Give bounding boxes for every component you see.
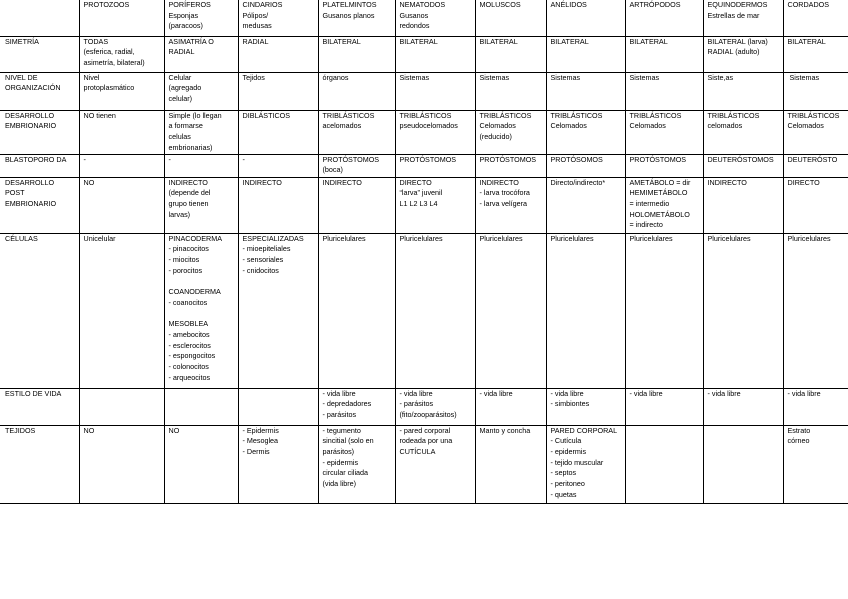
row-header-cell bbox=[0, 72, 79, 110]
cell-text-line: = intermedio bbox=[629, 198, 670, 208]
cell-text-line: circular ciliada bbox=[322, 468, 369, 478]
table-cell bbox=[625, 72, 703, 110]
cell-text-line: NEMATODOS bbox=[399, 0, 446, 9]
cell-text-line: ARTRÓPODOS bbox=[629, 0, 681, 9]
cell-text-line: NO bbox=[83, 425, 95, 435]
table-cell bbox=[238, 233, 318, 388]
table-cell bbox=[164, 72, 238, 110]
header-row bbox=[0, 0, 848, 36]
table-cell bbox=[79, 36, 164, 72]
cell-text-line: Pluricelulares bbox=[322, 233, 366, 243]
cell-text-line: - vida libre bbox=[479, 388, 513, 398]
table-cell bbox=[395, 36, 475, 72]
cell-text-line: (reducido) bbox=[479, 131, 512, 141]
table-cell bbox=[546, 425, 625, 503]
table-cell bbox=[475, 388, 546, 425]
row-blastoporo bbox=[0, 154, 848, 177]
cell-text-line: - vida libre bbox=[629, 388, 663, 398]
row-header-cell bbox=[0, 154, 79, 177]
cell-text-line: (boca) bbox=[322, 165, 343, 175]
row-header-cell bbox=[0, 36, 79, 72]
table-cell bbox=[79, 177, 164, 233]
table-cell bbox=[395, 233, 475, 388]
table-cell bbox=[703, 177, 783, 233]
cell-text-line: - Dermis bbox=[242, 446, 270, 456]
cell-text-line: (paracoos) bbox=[168, 21, 203, 31]
cell-text-line: INDIRECTO bbox=[322, 177, 362, 187]
table-cell bbox=[625, 388, 703, 425]
cell-text-line bbox=[708, 426, 779, 437]
cell-text-line: EQUINODERMOS bbox=[707, 0, 768, 9]
table-cell bbox=[318, 177, 395, 233]
cell-text-line: - esclerocitos bbox=[168, 340, 211, 350]
table-cell bbox=[475, 110, 546, 154]
cell-text-line: - epidermis bbox=[322, 457, 359, 467]
cell-text-line: TODAS bbox=[83, 36, 109, 46]
cell-text-line: Simple (lo llegan bbox=[168, 110, 222, 120]
cell-text-line: Estrellas de mar bbox=[707, 10, 760, 20]
table-cell bbox=[318, 425, 395, 503]
cell-text-line: - espongocitos bbox=[168, 351, 216, 361]
cell-text-line: BILATERAL bbox=[629, 36, 668, 46]
table-cell bbox=[783, 72, 848, 110]
cell-text-line: BILATERAL bbox=[322, 36, 361, 46]
phylum-header-cell bbox=[164, 0, 238, 36]
table-cell bbox=[164, 110, 238, 154]
cell-text-line: - tegumento bbox=[322, 425, 361, 435]
table-cell bbox=[703, 36, 783, 72]
row-header-cell bbox=[0, 110, 79, 154]
table-cell bbox=[475, 154, 546, 177]
cell-text-line: celomados bbox=[707, 121, 743, 131]
cell-text-line: Gusanos bbox=[399, 10, 429, 20]
table-cell bbox=[625, 110, 703, 154]
cell-text-line: CINDARIOS bbox=[242, 0, 283, 9]
cell-text-line: - vida libre bbox=[322, 388, 356, 398]
cell-text-line: (depende del bbox=[168, 188, 211, 198]
table-cell bbox=[703, 110, 783, 154]
table-cell bbox=[475, 36, 546, 72]
cell-text-line: CÉLULAS bbox=[5, 233, 38, 243]
cell-text-line: ESTILO DE VIDA bbox=[5, 388, 62, 398]
cell-text-line: HOLOMETÁBOLO bbox=[629, 209, 690, 219]
cell-text-line: TRIBLÁSTICOS bbox=[707, 110, 760, 120]
table-cell bbox=[318, 233, 395, 388]
cell-text-line: rodeada por una bbox=[399, 436, 453, 446]
table-cell bbox=[164, 388, 238, 425]
table-cell bbox=[475, 72, 546, 110]
cell-text-line bbox=[243, 389, 314, 400]
cell-text-line: Nivel bbox=[83, 72, 100, 82]
cell-text-line: - porocitos bbox=[168, 265, 203, 275]
cell-text-line: PROTÓSTOMOS bbox=[399, 154, 457, 164]
cell-text-line: INDIRECTO bbox=[707, 177, 747, 187]
cell-text-line: ESPECIALIZADAS bbox=[242, 233, 304, 243]
table-cell bbox=[238, 177, 318, 233]
cell-text-line: sincitial (solo en bbox=[322, 436, 374, 446]
table-cell bbox=[783, 388, 848, 425]
table-cell bbox=[546, 233, 625, 388]
row-estilo-vida bbox=[0, 388, 848, 425]
cell-text-line: COANODERMA bbox=[168, 287, 221, 297]
cell-text-line: CORDADOS bbox=[787, 0, 830, 9]
phylum-header-cell bbox=[395, 0, 475, 36]
cell-text-line: Esponjas bbox=[168, 10, 199, 20]
cell-text-line: DEUTERÓSTO bbox=[787, 154, 838, 164]
table-cell bbox=[783, 425, 848, 503]
cell-text-line: TEJIDOS bbox=[5, 425, 36, 435]
cell-text-line: redondos bbox=[399, 21, 430, 31]
cell-text-line: L1 L2 L3 L4 bbox=[399, 198, 438, 208]
phylum-header-cell bbox=[238, 0, 318, 36]
cell-text-line: Sistemas bbox=[787, 72, 820, 82]
cell-text-line: asimetría, bilateral) bbox=[83, 57, 145, 67]
cell-text-line bbox=[169, 276, 234, 287]
cell-text-line: EMBRIONARIO bbox=[5, 121, 57, 131]
cell-text-line: Directo/indirecto* bbox=[550, 177, 606, 187]
cell-text-line: SIMETRÍA bbox=[5, 36, 39, 46]
table-cell bbox=[625, 425, 703, 503]
phylum-header-cell bbox=[703, 0, 783, 36]
row-desarrollo-post bbox=[0, 177, 848, 233]
table-cell bbox=[783, 36, 848, 72]
table-cell bbox=[318, 388, 395, 425]
cell-text-line: DESARROLLO bbox=[5, 110, 55, 120]
cell-text-line: - sensoriales bbox=[242, 254, 284, 264]
cell-text-line: POST bbox=[5, 188, 25, 198]
phylum-header-cell bbox=[475, 0, 546, 36]
cell-text-line: = indirecto bbox=[629, 220, 663, 230]
cell-text-line: RADIAL bbox=[168, 47, 195, 57]
cell-text-line: ASIMATRÍA O bbox=[168, 36, 214, 46]
table-cell bbox=[703, 154, 783, 177]
table-cell bbox=[164, 36, 238, 72]
cell-text-line: - mioepiteliales bbox=[242, 244, 291, 254]
table-cell bbox=[318, 72, 395, 110]
cell-text-line: PARED CORPORAL bbox=[550, 425, 618, 435]
table-cell bbox=[546, 36, 625, 72]
cell-text-line: - pinacocitos bbox=[168, 244, 209, 254]
cell-text-line: TRIBLÁSTICOS bbox=[479, 110, 532, 120]
cell-text-line: Pólipos/ bbox=[242, 10, 269, 20]
cell-text-line: - amebocitos bbox=[168, 329, 210, 339]
cell-text-line: - vida libre bbox=[550, 388, 584, 398]
table-cell bbox=[238, 388, 318, 425]
cell-text-line: TRIBLÁSTICOS bbox=[550, 110, 603, 120]
cell-text-line: - septos bbox=[550, 468, 577, 478]
table-cell bbox=[783, 177, 848, 233]
table-cell bbox=[79, 388, 164, 425]
cell-text-line: (esferica, radial, bbox=[83, 47, 135, 57]
cell-text-line: NO tienen bbox=[83, 110, 116, 120]
cell-text-line: - colonocitos bbox=[168, 361, 209, 371]
table-cell bbox=[238, 110, 318, 154]
table-cell bbox=[703, 425, 783, 503]
cell-text-line: Pluricelulares bbox=[787, 233, 831, 243]
row-simetria bbox=[0, 36, 848, 72]
cell-text-line: celular) bbox=[168, 93, 193, 103]
table-cell bbox=[395, 177, 475, 233]
cell-text-line: ANÉLIDOS bbox=[550, 0, 587, 9]
table-cell bbox=[318, 36, 395, 72]
table-cell bbox=[318, 154, 395, 177]
cell-text-line: Sistemas bbox=[550, 72, 581, 82]
cell-text-line: BILATERAL bbox=[787, 36, 826, 46]
cell-text-line: DIRECTO bbox=[787, 177, 820, 187]
cell-text-line: Celomados bbox=[629, 121, 666, 131]
cell-text-line: - bbox=[83, 154, 86, 164]
cell-text-line: Celomados bbox=[787, 121, 824, 131]
cell-text-line: DESARROLLO bbox=[5, 177, 55, 187]
cell-text-line: INDIRECTO bbox=[479, 177, 519, 187]
cell-text-line: medusas bbox=[242, 21, 272, 31]
cell-text-line: - vida libre bbox=[399, 388, 433, 398]
cell-text-line: BILATERAL bbox=[550, 36, 589, 46]
row-celulas bbox=[0, 233, 848, 388]
table-cell bbox=[625, 154, 703, 177]
row-header-cell bbox=[0, 177, 79, 233]
cell-text-line: - quetas bbox=[550, 489, 577, 499]
table-cell bbox=[164, 177, 238, 233]
cell-text-line: - cnidocitos bbox=[242, 265, 279, 275]
table-cell bbox=[783, 233, 848, 388]
cell-text-line: Sistemas bbox=[479, 72, 510, 82]
cell-text-line: Sistemas bbox=[399, 72, 430, 82]
cell-text-line: Sistemas bbox=[629, 72, 660, 82]
cell-text-line: pseudocelomados bbox=[399, 121, 458, 131]
table-cell bbox=[546, 110, 625, 154]
row-header-cell bbox=[0, 388, 79, 425]
cell-text-line: - Mesoglea bbox=[242, 436, 279, 446]
cell-text-line: DEUTERÓSTOMOS bbox=[707, 154, 774, 164]
cell-text-line: PORÍFEROS bbox=[168, 0, 211, 9]
phylum-header-cell bbox=[783, 0, 848, 36]
table-cell bbox=[625, 36, 703, 72]
cell-text-line: - tejido muscular bbox=[550, 457, 604, 467]
cell-text-line: protoplasmático bbox=[83, 83, 135, 93]
table-cell bbox=[703, 233, 783, 388]
row-nivel-organizacion bbox=[0, 72, 848, 110]
cell-text-line: Siste,as bbox=[707, 72, 734, 82]
cell-text-line: BILATERAL bbox=[479, 36, 518, 46]
table-cell bbox=[79, 72, 164, 110]
cell-text-line: DIRECTO bbox=[399, 177, 432, 187]
cell-text-line: MOLUSCOS bbox=[479, 0, 521, 9]
table-cell bbox=[164, 425, 238, 503]
table-cell bbox=[79, 233, 164, 388]
table-cell bbox=[395, 72, 475, 110]
table-cell bbox=[318, 110, 395, 154]
cell-text-line: a formarse bbox=[168, 121, 203, 131]
table-cell bbox=[164, 154, 238, 177]
table-cell bbox=[238, 36, 318, 72]
table-cell bbox=[79, 154, 164, 177]
cell-text-line: Pluricelulares bbox=[479, 233, 523, 243]
cell-text-line: MESOBLEA bbox=[168, 319, 209, 329]
cell-text-line: DIBLÁSTICOS bbox=[242, 110, 291, 120]
cell-text-line: - peritoneo bbox=[550, 479, 585, 489]
cell-text-line: PROTÓSOMOS bbox=[550, 154, 603, 164]
cell-text-line: ORGANIZACIÓN bbox=[5, 83, 61, 93]
cell-text-line: - coanocitos bbox=[168, 297, 208, 307]
cell-text-line: TRIBLÁSTICOS bbox=[629, 110, 682, 120]
table-cell bbox=[395, 154, 475, 177]
cell-text-line: Gusanos planos bbox=[322, 10, 375, 20]
table-cell bbox=[625, 233, 703, 388]
cell-text-line: PROTÓSTOMOS bbox=[322, 154, 380, 164]
cell-text-line: Pluricelulares bbox=[707, 233, 751, 243]
cell-text-line: - vida libre bbox=[787, 388, 821, 398]
cell-text-line: INDIRECTO bbox=[168, 177, 208, 187]
row-desarrollo-embrionario bbox=[0, 110, 848, 154]
cell-text-line: PLATELMINTOS bbox=[322, 0, 377, 9]
table-cell bbox=[395, 110, 475, 154]
corner-cell bbox=[0, 0, 79, 36]
phylum-header-cell bbox=[79, 0, 164, 36]
table-cell bbox=[703, 388, 783, 425]
cell-text-line: órganos bbox=[322, 72, 349, 82]
cell-text-line: RADIAL (adulto) bbox=[707, 47, 760, 57]
cell-text-line: TRIBLÁSTICOS bbox=[399, 110, 452, 120]
cell-text-line: EMBRIONARIO bbox=[5, 198, 57, 208]
table-cell bbox=[79, 425, 164, 503]
cell-text-line: parásitos) bbox=[322, 446, 355, 456]
cell-text-line: PROTÓSTOMOS bbox=[479, 154, 537, 164]
cell-text-line: BILATERAL (larva) bbox=[707, 36, 768, 46]
cell-text-line: - epidermis bbox=[550, 446, 587, 456]
cell-text-line bbox=[169, 308, 234, 319]
table-cell bbox=[475, 233, 546, 388]
cell-text-line: Manto y concha bbox=[479, 425, 531, 435]
cell-text-line: BILATERAL bbox=[399, 36, 438, 46]
cell-text-line: embrionarias) bbox=[168, 142, 213, 152]
cell-text-line: NO bbox=[83, 177, 95, 187]
cell-text-line: celulas bbox=[168, 131, 191, 141]
table-cell bbox=[546, 388, 625, 425]
cell-text-line: Celomados bbox=[479, 121, 516, 131]
cell-text-line: - arqueocitos bbox=[168, 372, 211, 382]
cell-text-line: - vida libre bbox=[707, 388, 741, 398]
table-cell bbox=[395, 425, 475, 503]
cell-text-line: Tejidos bbox=[242, 72, 265, 82]
cell-text-line: PINACODERMA bbox=[168, 233, 223, 243]
phylum-header-cell bbox=[625, 0, 703, 36]
cell-text-line: TRIBLÁSTICOS bbox=[787, 110, 840, 120]
cell-text-line: - parásitos bbox=[399, 399, 434, 409]
cell-text-line: córneo bbox=[787, 436, 810, 446]
cell-text-line: - pared corporal bbox=[399, 425, 451, 435]
cell-text-line: - simbiontes bbox=[550, 399, 590, 409]
cell-text-line: Estrato bbox=[787, 425, 811, 435]
cell-text-line: CUTÍCULA bbox=[399, 446, 436, 456]
cell-text-line: Pluricelulares bbox=[399, 233, 443, 243]
table-cell bbox=[546, 177, 625, 233]
table-cell bbox=[703, 72, 783, 110]
cell-text-line: “larva” juvenil bbox=[399, 188, 443, 198]
phylum-header-cell bbox=[546, 0, 625, 36]
cell-text-line: Unicelular bbox=[83, 233, 116, 243]
cell-text-line: (agregado bbox=[168, 83, 202, 93]
cell-text-line: AMETÁBOLO = dir bbox=[629, 177, 691, 187]
cell-text-line bbox=[630, 426, 699, 437]
table-cell bbox=[783, 154, 848, 177]
table-cell bbox=[475, 425, 546, 503]
cell-text-line: NIVEL DE bbox=[5, 72, 38, 82]
cell-text-line: - depredadores bbox=[322, 399, 372, 409]
cell-text-line: BLASTOPORO DA bbox=[5, 154, 67, 164]
cell-text-line bbox=[84, 389, 160, 400]
row-header-cell bbox=[0, 233, 79, 388]
cell-text-line: larvas) bbox=[168, 209, 191, 219]
cell-text-line: acelomados bbox=[322, 121, 362, 131]
cell-text-line: - larva velígera bbox=[479, 198, 528, 208]
cell-text-line: grupo tienen bbox=[168, 198, 209, 208]
table-cell bbox=[238, 154, 318, 177]
table-cell bbox=[625, 177, 703, 233]
table-cell bbox=[546, 154, 625, 177]
cell-text-line: (vida libre) bbox=[322, 479, 357, 489]
cell-text-line: Pluricelulares bbox=[550, 233, 594, 243]
cell-text-line: Celular bbox=[168, 72, 192, 82]
cell-text-line: Celomados bbox=[550, 121, 587, 131]
cell-text-line: - miocitos bbox=[168, 254, 200, 264]
cell-text-line: Pluricelulares bbox=[629, 233, 673, 243]
table-cell bbox=[475, 177, 546, 233]
cell-text-line: RADIAL bbox=[242, 36, 269, 46]
table-cell bbox=[238, 72, 318, 110]
table-cell bbox=[164, 233, 238, 388]
table-cell bbox=[79, 110, 164, 154]
table-cell bbox=[395, 388, 475, 425]
cell-text-line: - Epidermis bbox=[242, 425, 279, 435]
cell-text-line: - Cutícula bbox=[550, 436, 582, 446]
cell-text-line: TRIBLÁSTICOS bbox=[322, 110, 375, 120]
cell-text-line: - bbox=[168, 154, 171, 164]
phylum-header-cell bbox=[318, 0, 395, 36]
cell-text-line: NO bbox=[168, 425, 180, 435]
cell-text-line: - parásitos bbox=[322, 409, 357, 419]
cell-text-line bbox=[5, 0, 75, 11]
cell-text-line: - larva trocófora bbox=[479, 188, 530, 198]
cell-text-line: PROTOZOOS bbox=[83, 0, 130, 9]
table-cell bbox=[783, 110, 848, 154]
table-cell bbox=[238, 425, 318, 503]
cell-text-line: HEMIMETÁBOLO bbox=[629, 188, 688, 198]
table-cell bbox=[546, 72, 625, 110]
cell-text-line: - bbox=[242, 154, 245, 164]
cell-text-line bbox=[169, 389, 234, 400]
row-header-cell bbox=[0, 425, 79, 503]
cell-text-line: INDIRECTO bbox=[242, 177, 282, 187]
cell-text-line: (fito/zooparásitos) bbox=[399, 409, 457, 419]
row-tejidos bbox=[0, 425, 848, 503]
cell-text-line: PROTÓSTOMOS bbox=[629, 154, 687, 164]
